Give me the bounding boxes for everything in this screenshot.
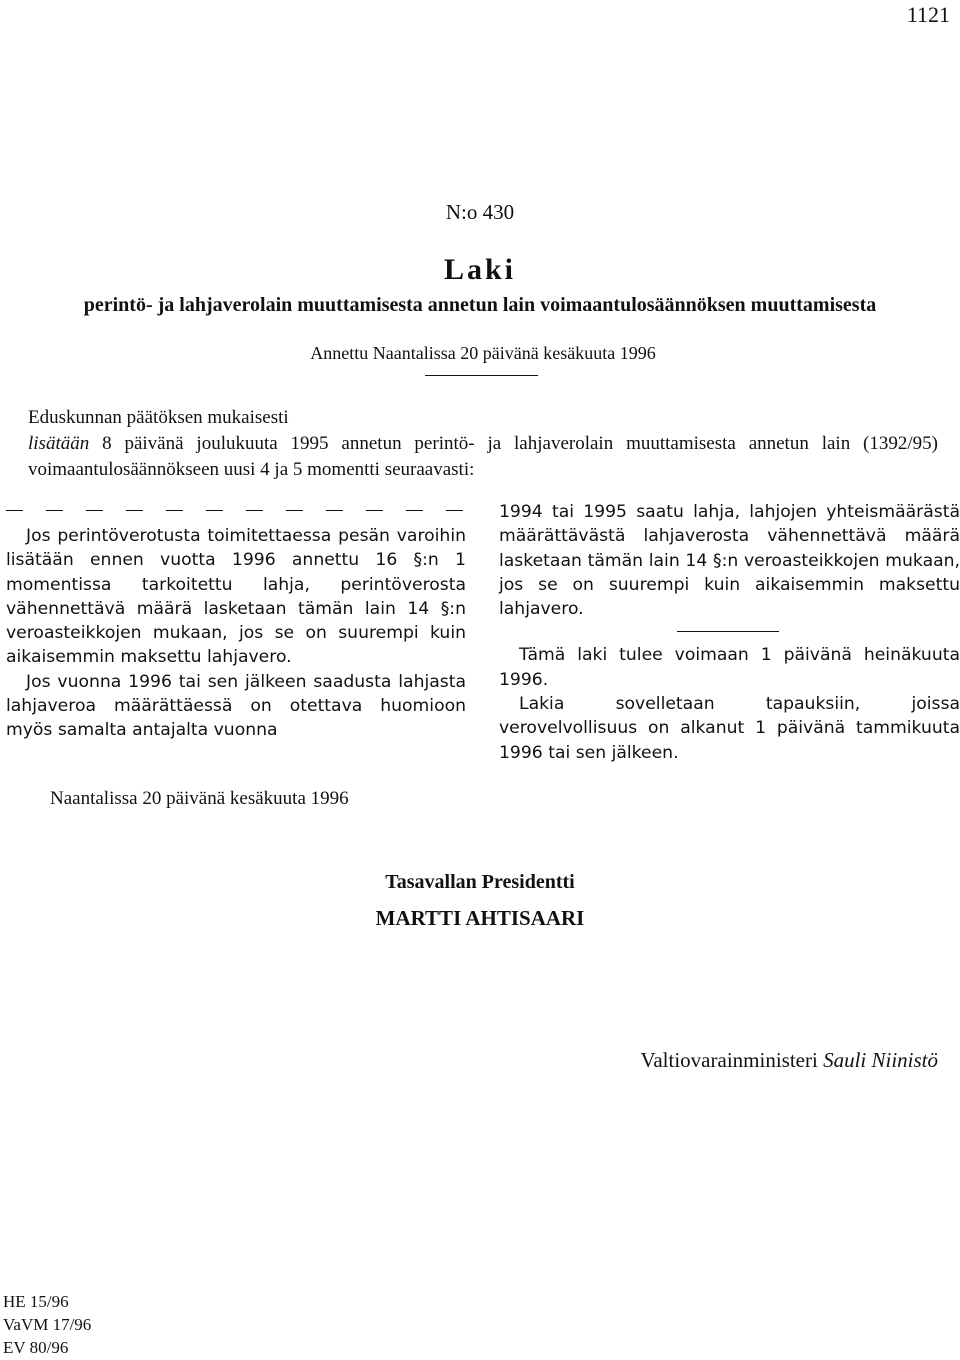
omission-dash [326, 510, 343, 511]
intro-text-2 [28, 431, 938, 483]
intro-line [28, 405, 938, 431]
references [3, 1290, 91, 1359]
section-divider [677, 631, 779, 632]
signature-name: MARTTI AHTISAARI [375, 906, 585, 930]
omission-dash [6, 510, 23, 511]
law-subtitle: perintö- ja lahjaverolain muuttamisesta annetun lain voimaantulosäännöksen muuttamisesta [83, 294, 877, 316]
place-date: Naantalissa 20 päivänä kesäkuuta 1996 [50, 788, 349, 809]
right-paragraph-3: Lakia sovelletaan tapauksiin, joissa verovelvollisuus on alkanut 1 päivänä tammikuuta 1996 tai sen jälkeen. [499, 694, 960, 763]
left-paragraph-1: Jos perintöverotusta toimitettaessa pesän varoihin lisätään ennen vuotta 1996 annettu 16 §:n 1 momentissa tarkoitettu lahja, perintöverosta vähennettävä määrä lasketaan tämän lain 14 §:n veroasteikkojen mukaan, jos se on suurempi kuin aikaisemmin maksettu lahjavero. [6, 526, 466, 668]
right-column [499, 500, 960, 765]
given-date: Annettu Naantalissa 20 päivänä kesäkuuta 1996 [310, 343, 656, 363]
intro-emphasis: lisätään [28, 433, 90, 454]
omission-dash [246, 510, 263, 511]
minister-signature [641, 1048, 938, 1073]
intro-paragraph [28, 431, 938, 483]
law-number: N:o 430 [445, 200, 515, 224]
intro-text-1: Eduskunnan päätöksen mukaisesti [28, 407, 289, 428]
page-number: 1121 [906, 2, 950, 27]
minister-name: Sauli Niinistö [823, 1048, 938, 1072]
omission-dash [166, 510, 183, 511]
omission-dash [126, 510, 143, 511]
omission-dash [406, 510, 423, 511]
reference-item: HE 15/96 [3, 1292, 69, 1311]
intro-rest: 8 päivänä joulukuuta 1995 annetun perintö- ja lahjaverolain muuttamisesta annetun lain (1392/95) voimaantulosäännökseen uusi 4 ja 5 momentti seuraavasti: [28, 433, 938, 480]
omission-dash [366, 510, 383, 511]
omission-dash [286, 510, 303, 511]
omission-dashes [6, 500, 466, 520]
title-divider [425, 375, 538, 376]
law-title: Laki [443, 253, 517, 286]
left-paragraph-2: Jos vuonna 1996 tai sen jälkeen saadusta lahjasta lahjaveroa määrättäessä on otettava huomioon myös samalta antajalta vuonna [6, 671, 466, 741]
signature-office: Tasavallan Presidentti [385, 871, 575, 893]
omission-dash [206, 510, 223, 511]
reference-item: VaVM 17/96 [3, 1315, 92, 1334]
right-paragraph-1: 1994 tai 1995 saatu lahja, lahjojen yhteismäärästä määrättävästä lahjaverosta vähennettävä määrä lasketaan tämän lain 14 §:n veroasteikkojen mukaan, jos se on suurempi kuin aikaisemmin maksettu lahjavero. [499, 502, 960, 620]
right-paragraph-2: Tämä laki tulee voimaan 1 päivänä heinäkuuta 1996. [499, 645, 960, 690]
reference-item: EV 80/96 [3, 1338, 69, 1357]
left-column [6, 500, 466, 743]
omission-dash [46, 510, 63, 511]
minister-title: Valtiovarainministeri [640, 1048, 824, 1072]
omission-dash [86, 510, 103, 511]
omission-dash [446, 510, 463, 511]
